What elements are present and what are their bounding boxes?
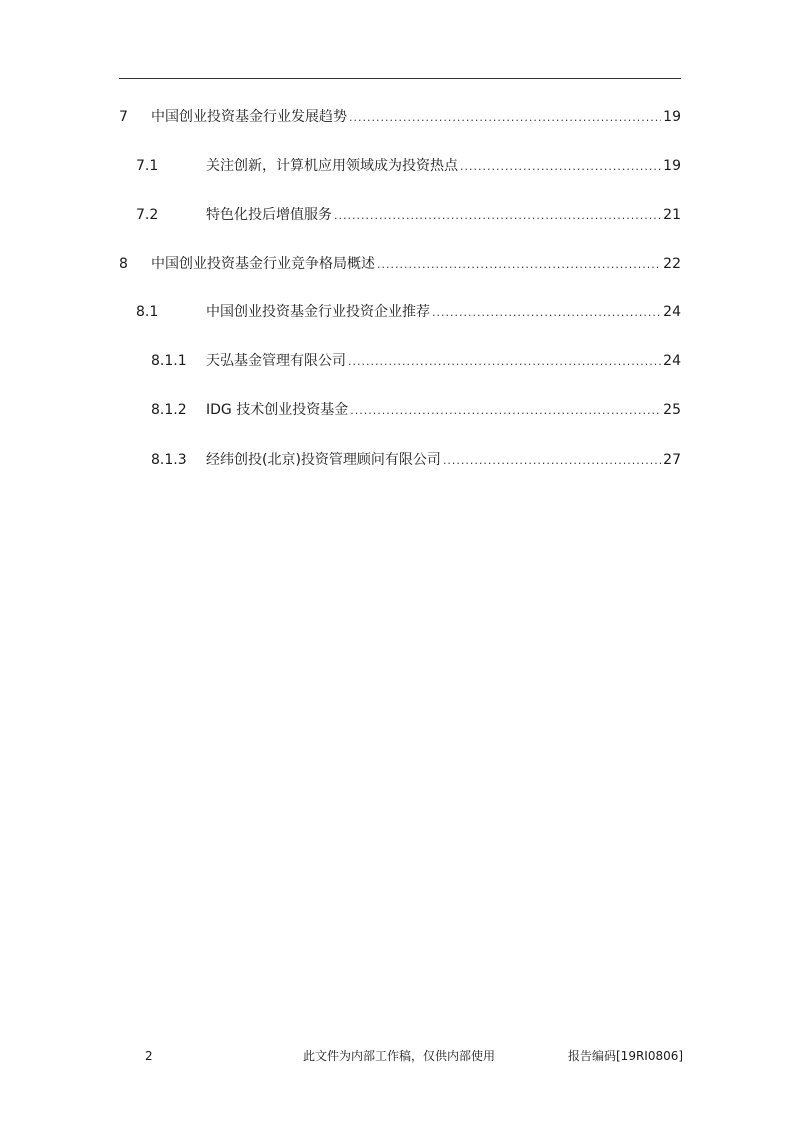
toc-number: 8 bbox=[119, 256, 128, 272]
toc-entry[interactable] bbox=[119, 253, 681, 275]
toc-page-number: 21 bbox=[663, 207, 681, 223]
toc-leader-dots bbox=[460, 156, 661, 178]
toc-title: 特色化投后增值服务 bbox=[206, 207, 332, 223]
toc-title: 中国创业投资基金行业竞争格局概述 bbox=[151, 256, 375, 272]
toc-title: 关注创新，计算机应用领域成为投资热点 bbox=[206, 158, 458, 174]
toc-title: 中国创业投资基金行业投资企业推荐 bbox=[206, 304, 430, 320]
toc-leader-dots bbox=[443, 450, 661, 472]
footer-page-number: 2 bbox=[145, 1049, 153, 1063]
toc-number: 8.1.3 bbox=[151, 452, 187, 468]
toc-entry[interactable] bbox=[119, 106, 681, 128]
footer-report-code: 报告编码[19RI0806] bbox=[568, 1049, 684, 1063]
toc-leader-dots bbox=[377, 254, 661, 276]
toc-page-number: 22 bbox=[663, 256, 681, 272]
toc-entry[interactable] bbox=[136, 155, 681, 177]
toc-leader-dots bbox=[350, 400, 661, 422]
toc-page-number: 19 bbox=[663, 158, 681, 174]
toc-leader-dots bbox=[349, 107, 661, 129]
toc-entry[interactable] bbox=[151, 399, 681, 421]
toc-page-number: 24 bbox=[663, 353, 681, 369]
toc-page-number: 24 bbox=[663, 304, 681, 320]
toc-page-number: 27 bbox=[663, 452, 681, 468]
toc-title: 中国创业投资基金行业发展趋势 bbox=[151, 109, 347, 125]
toc-number: 8.1.1 bbox=[151, 353, 187, 369]
toc-number: 7.1 bbox=[136, 158, 159, 174]
toc-number: 8.1 bbox=[136, 304, 159, 320]
toc-page-number: 19 bbox=[663, 109, 681, 125]
footer-confidential-notice: 此文件为内部工作稿，仅供内部使用 bbox=[303, 1049, 496, 1063]
header-rule bbox=[119, 78, 681, 79]
toc-entry[interactable] bbox=[151, 350, 681, 372]
toc-number: 7 bbox=[119, 109, 128, 125]
toc-entry[interactable] bbox=[136, 204, 681, 226]
toc-entry[interactable] bbox=[151, 449, 681, 471]
toc-number: 8.1.2 bbox=[151, 402, 187, 418]
toc-title: IDG 技术创业投资基金 bbox=[206, 402, 349, 418]
toc-title: 天弘基金管理有限公司 bbox=[206, 353, 346, 369]
toc-entry[interactable] bbox=[136, 301, 681, 323]
toc-leader-dots bbox=[432, 302, 661, 324]
toc-title: 经纬创投(北京)投资管理顾问有限公司 bbox=[206, 452, 441, 468]
toc-leader-dots bbox=[348, 351, 661, 373]
toc-number: 7.2 bbox=[136, 207, 159, 223]
toc-page-number: 25 bbox=[663, 402, 681, 418]
toc-leader-dots bbox=[334, 205, 661, 227]
